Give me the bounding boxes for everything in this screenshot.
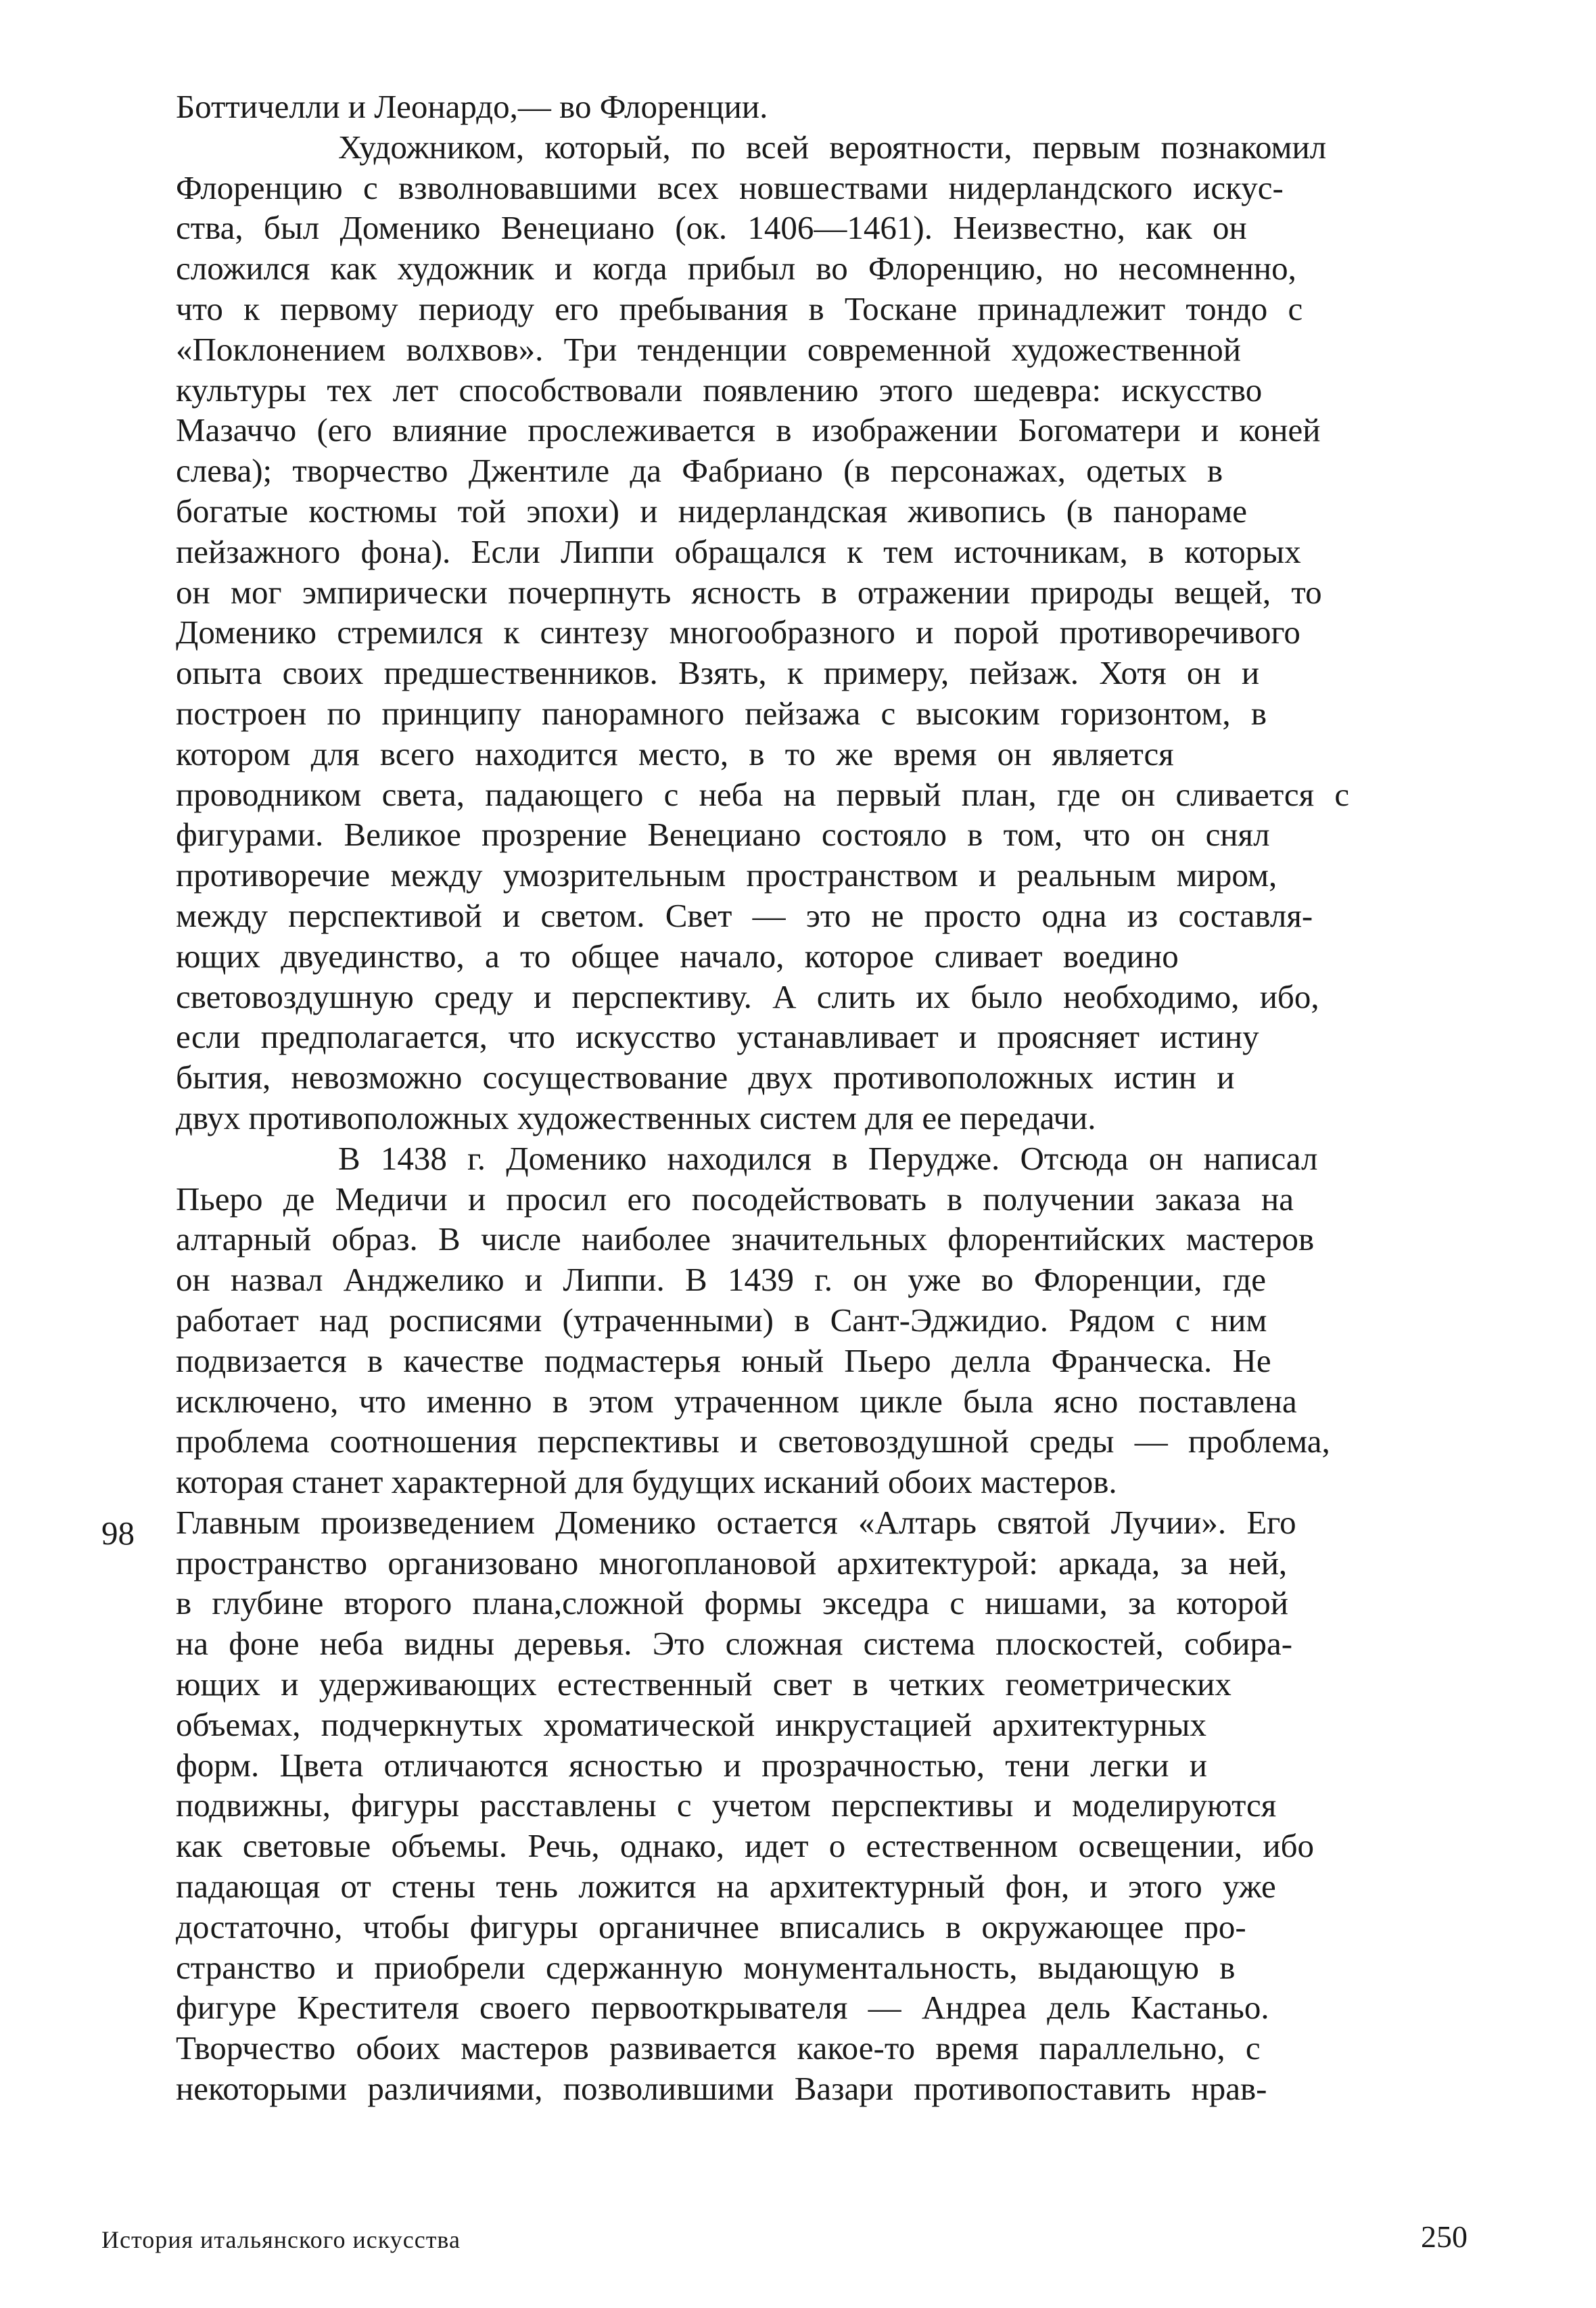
text-line: между перспективой и светом. Свет — это не просто одна из составля-	[176, 896, 1313, 934]
text-line: на фоне неба видны деревья. Это сложная система плоскостей, собира-	[176, 1625, 1293, 1663]
text-line: культуры тех лет способствовали появлению этого шедевра: искусство	[176, 371, 1263, 409]
text-line: он назвал Анджелико и Липпи. В 1439 г. он уже во Флоренции, где	[176, 1261, 1267, 1299]
text-line: бытия, невозможно сосуществование двух противоположных истин и	[176, 1059, 1235, 1097]
text-line: ства, был Доменико Венециано (ок. 1406—1461). Неизвестно, как он	[176, 209, 1247, 247]
text-line: если предполагается, что искусство устанавливает и проясняет истину	[176, 1018, 1259, 1056]
text-line: подвизается в качестве подмастерья юный Пьеро делла Франческа. Не	[176, 1341, 1271, 1379]
footer-book-title: История итальянского искусства	[101, 2226, 461, 2253]
text-line: ющих и удерживающих естественный свет в четких геометрических	[176, 1665, 1231, 1703]
text-line: пейзажного фона). Если Липпи обращался к тем источникам, в которых	[176, 532, 1301, 570]
text-line: двух противоположных художественных систем для ее передачи.	[176, 1099, 1096, 1136]
text-line: достаточно, чтобы фигуры органичнее вписались в окружающее про-	[176, 1908, 1246, 1945]
text-line: которая станет характерной для будущих исканий обоих мастеров.	[176, 1463, 1117, 1501]
text-line: фигурами. Великое прозрение Венециано состояло в том, что он снял	[176, 816, 1270, 854]
text-line: падающая от стены тень ложится на архитектурный фон, и этого уже	[176, 1868, 1276, 1906]
text-line: фигуре Крестителя своего первооткрывателя — Андреа дель Кастаньо.	[176, 1989, 1269, 2027]
text-line: форм. Цвета отличаются ясностью и прозрачностью, тени легки и	[176, 1746, 1207, 1784]
text-line: проблема соотношения перспективы и световоздушной среды — проблема,	[176, 1423, 1330, 1460]
text-line: в глубине второго плана,сложной формы экседра с нишами, за которой	[176, 1584, 1289, 1622]
text-line: «Поклонением волхвов». Три тенденции современной художественной	[176, 330, 1242, 368]
text-line: опыта своих предшественников. Взять, к примеру, пейзаж. Хотя он и	[176, 654, 1260, 692]
text-line: Главным произведением Доменико остается «Алтарь святой Лучии». Его	[176, 1503, 1296, 1541]
text-line: пространство организовано многоплановой архитектурой: аркада, за ней,	[176, 1544, 1288, 1582]
text-line: В 1438 г. Доменико находился в Перудже. Отсюда он написал	[338, 1139, 1318, 1177]
text-line: исключено, что именно в этом утраченном цикле была ясно поставлена	[176, 1382, 1297, 1420]
text-line: Мазаччо (его влияние прослеживается в изображении Богоматери и коней	[176, 411, 1321, 449]
margin-illustration-number: 98	[101, 1515, 135, 1552]
text-line: что к первому периоду его пребывания в Тоскане принадлежит тондо с	[176, 290, 1303, 327]
text-line: Доменико стремился к синтезу многообразного и порой противоречивого	[176, 614, 1300, 651]
text-line: как световые объемы. Речь, однако, идет о естественном освещении, ибо	[176, 1827, 1315, 1865]
text-line: проводником света, падающего с неба на первый план, где он сливается с	[176, 775, 1350, 813]
text-line: объемах, подчеркнутых хроматической инкрустацией архитектурных	[176, 1705, 1206, 1743]
text-line: Художником, который, по всей вероятности, первым познакомил	[338, 128, 1327, 166]
text-line: богатые костюмы той эпохи) и нидерландская живопись (в панораме	[176, 492, 1247, 530]
text-line: слева); творчество Джентиле да Фабриано (в персонажах, одетых в	[176, 452, 1223, 490]
text-line: Боттичелли и Леонардо,— во Флоренции.	[176, 88, 768, 125]
text-line: странство и приобрели сдержанную монументальность, выдающую в	[176, 1948, 1236, 1986]
body-text	[176, 87, 1501, 2109]
text-line: некоторыми различиями, позволившими Вазари противопоставить нрав-	[176, 2070, 1267, 2108]
text-line: сложился как художник и когда прибыл во Флоренцию, но несомненно,	[176, 250, 1296, 287]
text-line: противоречие между умозрительным пространством и реальным миром,	[176, 856, 1277, 894]
text-line: подвижны, фигуры расставлены с учетом перспективы и моделируются	[176, 1786, 1277, 1824]
text-line: алтарный образ. В числе наиболее значительных флорентийских мастеров	[176, 1220, 1315, 1258]
text-line: Пьеро де Медичи и просил его посодействовать в получении заказа на	[176, 1180, 1294, 1218]
text-line: он мог эмпирически почерпнуть ясность в отражении природы вещей, то	[176, 573, 1322, 611]
text-line: Флоренцию с взволновавшими всех новшествами нидерландского искус-	[176, 168, 1284, 206]
text-line: ющих двуединство, а то общее начало, которое сливает воедино	[176, 937, 1179, 975]
text-line: работает над росписями (утраченными) в Сант-Эджидио. Рядом с ним	[176, 1301, 1267, 1339]
text-line: Творчество обоих мастеров развивается какое-то время параллельно, с	[176, 2029, 1261, 2067]
text-line: световоздушную среду и перспективу. А слить их было необходимо, ибо,	[176, 977, 1319, 1015]
text-line: котором для всего находится место, в то же время он является	[176, 735, 1174, 772]
footer-page-number: 250	[1421, 2219, 1468, 2254]
text-line: построен по принципу панорамного пейзажа с высоким горизонтом, в	[176, 694, 1267, 732]
